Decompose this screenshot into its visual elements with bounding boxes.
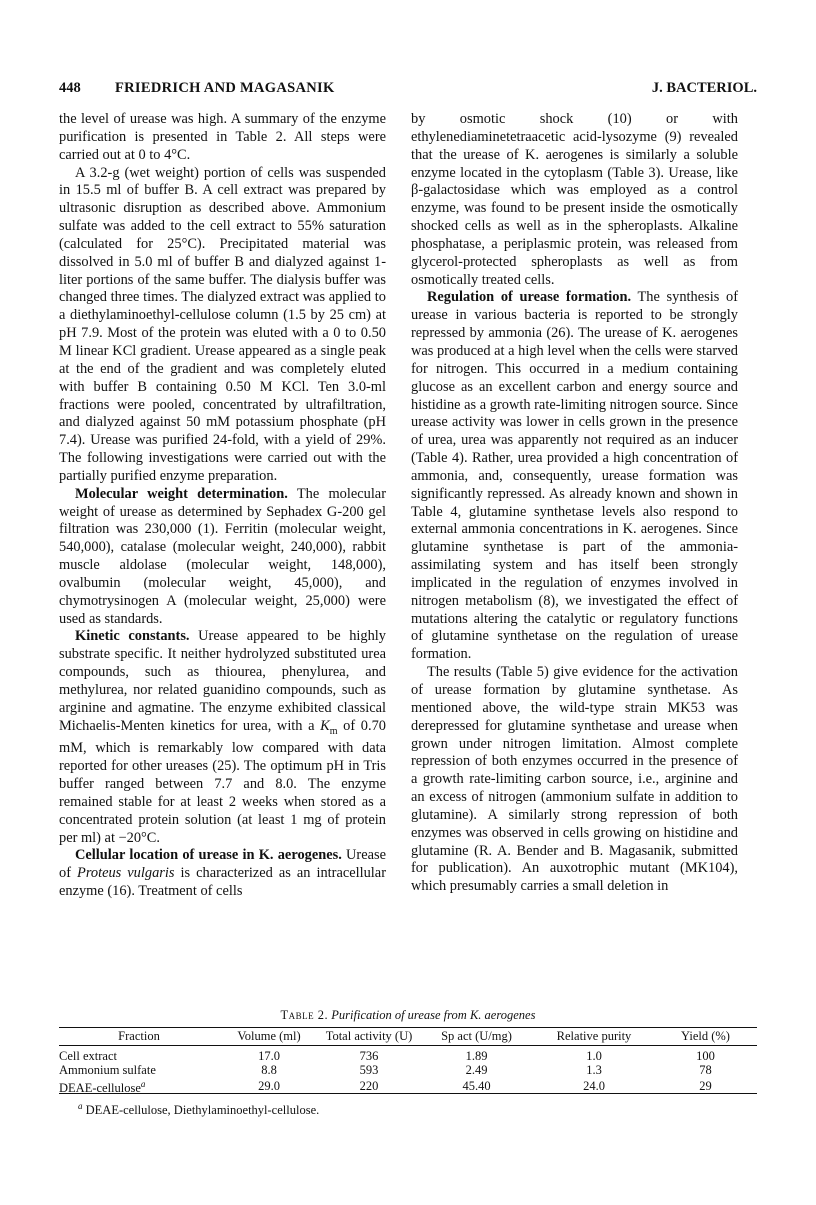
paragraph-text: The molecular weight of urease as determined by Sephadex G-200 gel filtration was 230,000 (1). Ferritin (molecular weight, 540,000), catalase (molecular weight, 240,000), rabbit muscle aldolase (molecular weight, 148,000), ovalbumin (molecular weight, 45,000), and chymotrysinogen A (molecular weight, 25,000) were used as standards. bbox=[59, 485, 386, 627]
table-footnote bbox=[78, 1101, 319, 1118]
table-header-row bbox=[59, 1028, 757, 1046]
fraction-text: DEAE-cellulose bbox=[59, 1081, 141, 1096]
sp-act-cell: 45.40 bbox=[462, 1079, 491, 1094]
column-header: Relative purity bbox=[534, 1028, 654, 1046]
fraction-cell: Cell extract bbox=[59, 1049, 117, 1063]
footnote-marker: a bbox=[78, 1101, 83, 1111]
right-column bbox=[411, 111, 738, 896]
column-header: Total activity (U) bbox=[319, 1028, 419, 1046]
paragraph: The results (Table 5) give evidence for the activation of urease formation by glutamine synthetase. As mentioned above, the wild-type strain MK53 was derepressed for glutamine synthetase and urease when grown under nitrogen limitation. Almost complete repression of both enzymes occurred in the presence of a growth rate-limiting carbon source, i.e., arginine and an excess of nitrogen (ammonium sulfate in addition to glutamine). A similarly strong repression of both enzymes was observed in cells growing on histidine and glutamine (R. A. Bender and B. Magasanik, submitted for publication). An auxotrophic mutant (MK104), which presumably carries a small deletion in bbox=[411, 664, 738, 895]
table-row bbox=[59, 1077, 757, 1098]
table-bottom-rule bbox=[59, 1093, 757, 1094]
purity-cell: 1.0 bbox=[586, 1049, 602, 1063]
column-header: Volume (ml) bbox=[219, 1028, 319, 1046]
paragraph bbox=[59, 486, 386, 629]
paragraph-text: The synthesis of urease in various bacteria is reported to be strongly repressed by ammonia (26). The urease of K. aerogenes was produced at a high level when the cells were starved for nitrogen. This occurred in a medium containing glucose as an excellent carbon and energy source and histidine as a growth rate-limiting nitrogen source. Since urease activity was lower in cells grown in the presence of urea, urea was apparently not required as an inducer (Table 4). Rather, urea provided a high concentration of ammonia, and, consequently, urease formation was significantly repressed. As already known and shown in Table 4, glutamine synthetase levels also respond to external ammonia concentrations in K. aerogenes. Since glutamine synthetase is part of the ammonia-assimilating system and has itself been strongly implicated in the regulation of enzymes involved in nitrogen metabolism (8), we investigated the effect of mutations altering the catalytic or regulatory functions of glutamine synthetase on the regulation of urease formation. bbox=[411, 289, 738, 663]
volume-cell: 29.0 bbox=[258, 1079, 280, 1094]
purity-cell: 24.0 bbox=[583, 1079, 605, 1094]
paragraph-text: Urease appeared to be highly substrate specific. It neither hydrolyzed substituted urea compounds, such as thiourea, phenylurea, and methylurea, nor related guanidino compounds, such as arginine and agmatine. The enzyme exhibited classical Michaelis-Menten kinetics for urea, with a bbox=[59, 628, 387, 734]
paragraph: A 3.2-g (wet weight) portion of cells was suspended in 15.5 ml of buffer B. A cell extract was prepared by ultrasonic disruption as described above. Ammonium sulfate was added to the cell extract to 55% saturation (calculated for 25°C). Precipitated material was dissolved in 5.0 ml of buffer B and dialyzed against 1-liter portions of the same buffer. The dialysis buffer was changed three times. The dialyzed extract was applied to a diethylaminoethyl-cellulose column (1.5 by 25 cm) at pH 7.9. Most of the protein was eluted with a 0 to 0.50 M linear KCl gradient. Urease appeared as a single peak at the end of the gradient and was completely eluted with buffer B containing 0.50 M KCl. Ten 3.0-ml fractions were pooled, concentrated by ultrafiltration, and dialyzed against 50 mM potassium phosphate (pH 7.4). Urease was purified 24-fold, with a yield of 29%. The following investigations were carried out with the partially purified enzyme preparation. bbox=[59, 164, 386, 484]
paragraph-text: Urease of bbox=[59, 847, 386, 882]
km-subscript: m bbox=[329, 725, 338, 737]
table-row bbox=[59, 1046, 757, 1064]
purity-cell: 1.3 bbox=[586, 1063, 602, 1078]
yield-cell: 100 bbox=[696, 1049, 715, 1063]
paragraph-text: of 0.70 mM, which is remarkably low compared with data reported for other ureases (25). The optimum pH in Tris buffer ranged between 7.7 and 8.0. The enzyme remained stable for at least 2 weeks when stored as a concentrated protein solution (at least 1 mg of protein per ml) at −20°C. bbox=[59, 717, 386, 846]
column-header: Fraction bbox=[59, 1028, 219, 1046]
section-heading: Kinetic constants. bbox=[75, 628, 190, 645]
sp-act-cell: 1.89 bbox=[465, 1049, 488, 1063]
species-name: Proteus vulgaris bbox=[77, 865, 175, 882]
fraction-cell: Ammonium sulfate bbox=[59, 1063, 156, 1078]
running-authors: FRIEDRICH AND MAGASANIK bbox=[115, 80, 335, 96]
left-column bbox=[59, 111, 386, 901]
journal-name: J. BACTERIOL. bbox=[651, 80, 757, 96]
fraction-cell bbox=[59, 1077, 219, 1098]
yield-cell: 78 bbox=[699, 1063, 712, 1078]
footnote-marker: a bbox=[140, 1079, 146, 1090]
paragraph bbox=[59, 847, 386, 901]
paragraph-text: is characterized as an intracellular enzyme (16). Treatment of cells bbox=[59, 865, 386, 900]
table-label: Table 2. bbox=[280, 1008, 329, 1022]
column-header: Yield (%) bbox=[654, 1028, 757, 1046]
sp-act-cell: 2.49 bbox=[465, 1063, 488, 1078]
km-symbol: K bbox=[320, 717, 330, 734]
paragraph bbox=[59, 628, 386, 847]
section-heading: Regulation of urease formation. bbox=[427, 289, 632, 306]
purification-table bbox=[59, 1027, 757, 1099]
paragraph: the level of urease was high. A summary of the enzyme purification is presented in Table 2. All steps were carried out at 0 to 4°C. bbox=[59, 111, 386, 163]
footnote-text: DEAE-cellulose, Diethylaminoethyl-cellulose. bbox=[85, 1103, 320, 1118]
paragraph: by osmotic shock (10) or with ethylenediaminetetraacetic acid-lysozyme (9) revealed that the urease of K. aerogenes is similarly a soluble enzyme located in the cytoplasm (Table 3). Urease, like β-galactosidase which was employed as a control enzyme, was found to be present inside the osmotically shocked cells as well as in the spheroplasts. Alkaline phosphatase, a periplasmic protein, was released from glycerol-protected spheroplasts as well as from osmotically treated cells. bbox=[411, 111, 738, 288]
activity-cell: 593 bbox=[359, 1063, 379, 1078]
running-header bbox=[59, 80, 757, 100]
volume-cell: 17.0 bbox=[258, 1049, 280, 1063]
section-heading: Cellular location of urease in K. aerogenes. bbox=[75, 847, 342, 864]
table-caption bbox=[59, 1008, 757, 1023]
section-heading: Molecular weight determination. bbox=[75, 485, 288, 502]
table-title: Purification of urease from K. aerogenes bbox=[331, 1008, 536, 1022]
paragraph bbox=[411, 289, 738, 664]
activity-cell: 736 bbox=[359, 1049, 379, 1063]
activity-cell: 220 bbox=[359, 1079, 379, 1094]
table-row bbox=[59, 1063, 757, 1077]
volume-cell: 8.8 bbox=[261, 1063, 277, 1078]
column-header: Sp act (U/mg) bbox=[419, 1028, 534, 1046]
page-number: 448 bbox=[59, 80, 81, 96]
yield-cell: 29 bbox=[699, 1079, 712, 1094]
